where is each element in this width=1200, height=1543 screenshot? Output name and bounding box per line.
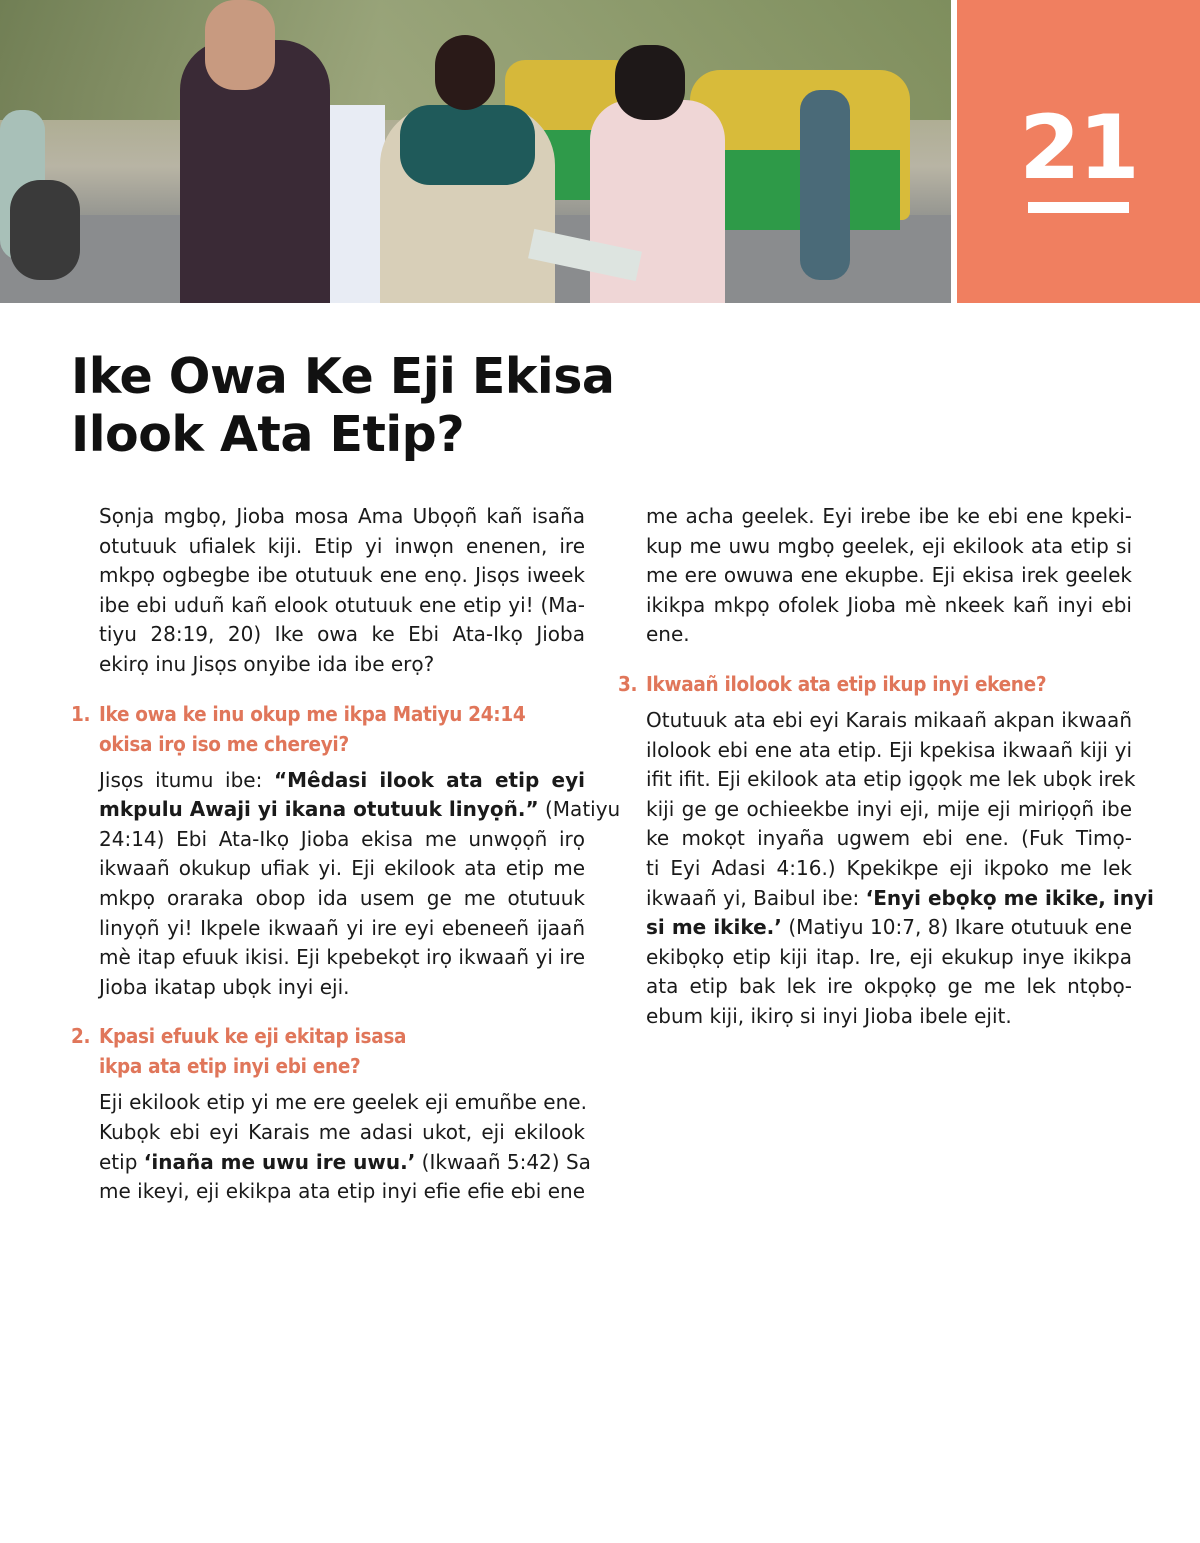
text-run: ebum kiji, ikirọ si inyi Jioba ibele ejit.	[646, 1003, 1012, 1028]
text-run: ilolook ebi ene ata etip. Eji kpekisa ikwaañ kiji yi	[646, 737, 1132, 762]
question-text: Ike owa ke inu okup me ikpa Matiyu 24:14	[99, 701, 526, 726]
text-run: me ere owuwa ene ekupbe. Eji ekisa irek geelek	[646, 563, 1132, 588]
text-run: ibe ebi uduñ kañ elook otutuuk ene etip yi! (Ma-	[99, 592, 585, 617]
left-column	[71, 502, 621, 1207]
bold-quote: ‘inaña me uwu ire uwu.’	[143, 1149, 416, 1174]
text-line	[646, 620, 1132, 650]
text-run: ifit ifit. Eji ekilook ata etip igọọk me lek ubọk irek	[646, 767, 1136, 792]
text-run: tiyu 28:19, 20) Ike owa ke Ebi Ata-Ikọ Jioba	[99, 622, 585, 647]
text-line	[646, 824, 1132, 854]
text-run: Jioba ikatap ubọk inyi eji.	[99, 974, 350, 999]
text-run: (Ikwaañ 5:42) Sa	[415, 1149, 591, 1174]
text-line	[646, 913, 1132, 943]
text-line	[646, 795, 1132, 825]
text-line	[646, 854, 1132, 884]
text-run: me acha geelek. Eyi irebe ibe ke ebi ene kpeki-	[646, 504, 1132, 528]
question-text: okisa irọ iso me chereyi?	[99, 731, 349, 756]
question-number: 2.	[71, 1024, 91, 1049]
text-line	[99, 532, 585, 562]
question-text: Kpasi efuuk ke eji ekitap isasa	[99, 1024, 407, 1049]
hero-photo	[0, 0, 951, 303]
text-run: (Matiyu	[538, 797, 621, 822]
text-line	[99, 561, 585, 591]
text-line	[99, 825, 585, 855]
question-number: 3.	[618, 671, 638, 696]
page-title	[71, 348, 614, 464]
text-run: me ikeyi, eji ekikpa ata etip inyi efie efie ebi ene	[99, 1179, 585, 1204]
text-run: mkpọ ogbegbe ibe otutuuk ene enọ. Jisọs iweek	[99, 563, 585, 588]
text-line	[99, 914, 585, 944]
text-run: ikwaañ okukup ufiak yi. Eji ekilook ata etip me	[99, 856, 585, 881]
text-run: mè itap efuuk ikisi. Eji kpebekọt irọ ikwaañ yi ire	[99, 945, 585, 970]
text-line	[646, 1002, 1132, 1032]
text-line	[646, 532, 1132, 562]
text-run: linyọñ yi! Ikpele ikwaañ yi ire eyi ebeneeñ ijaañ	[99, 915, 585, 940]
text-line	[99, 766, 585, 796]
text-line	[99, 973, 585, 1003]
text-line	[646, 972, 1132, 1002]
lesson-number-underline	[1028, 202, 1129, 213]
question-number: 1.	[71, 701, 91, 726]
lesson-number: 21	[1019, 96, 1138, 199]
text-run: ekirọ inu Jisọs onyibe ida ibe erọ?	[99, 651, 435, 676]
text-run: mkpọ oraraka obop ida usem ge me otutuuk	[99, 885, 585, 910]
text-line	[646, 706, 1132, 736]
text-line	[646, 736, 1132, 766]
text-run: Eji ekilook etip yi me ere geelek eji emuñbe ene.	[99, 1090, 587, 1115]
text-run: ene.	[646, 622, 690, 647]
text-run: ikikpa mkpọ ofolek Jioba mè nkeek kañ inyi ebi	[646, 592, 1132, 617]
text-line	[646, 502, 1132, 532]
text-run: ke mokọt inyaña ugwem ebi ene. (Fuk Timọ-	[646, 826, 1132, 851]
text-line	[99, 502, 585, 532]
text-line	[99, 1148, 591, 1178]
text-run: ekibọkọ etip kiji itap. Ire, eji ekukup inye ikikpa	[646, 944, 1132, 969]
text-run: Sọnja mgbọ, Jioba mosa Ama Ubọọñ kañ isaña	[99, 504, 585, 528]
bold-quote: si me ikike.’	[646, 915, 782, 940]
text-run: (Matiyu 10:7, 8) Ikare otutuuk ene	[781, 915, 1133, 940]
body-paragraph	[646, 706, 1154, 1032]
text-run: kup me uwu mgbọ geelek, eji ekilook ata etip si	[646, 533, 1132, 558]
text-line	[99, 1177, 585, 1207]
text-line	[99, 620, 585, 650]
text-run: ata etip bak lek ire okpọkọ ge me lek ntọbọ-	[646, 974, 1132, 999]
text-line	[99, 943, 585, 973]
text-line	[646, 884, 1154, 914]
body-paragraph	[99, 502, 585, 680]
title-line: Ike Owa Ke Eji Ekisa	[71, 348, 615, 405]
question-text: Ikwaañ ilolook ata etip ikup inyi ekene?	[646, 671, 1047, 696]
text-line	[646, 591, 1132, 621]
question-heading	[71, 699, 585, 759]
text-line	[99, 884, 585, 914]
text-line	[99, 650, 585, 680]
text-run: kiji ge ge ochieekbe inyi eji, mije eji miriọọñ ibe	[646, 796, 1132, 821]
body-paragraph	[99, 1088, 591, 1206]
bold-quote: “Mêdasi ilook ata etip eyi	[274, 767, 585, 792]
text-line	[99, 1088, 585, 1118]
question-text: ikpa ata etip inyi ebi ene?	[99, 1054, 361, 1079]
lesson-number-badge	[957, 0, 1200, 303]
text-run: Jisọs itumu ibe:	[99, 767, 274, 792]
question-heading	[71, 1021, 585, 1081]
text-line	[99, 795, 621, 825]
text-run: ikwaañ yi, Baibul ibe:	[646, 885, 866, 910]
bold-quote: ‘Enyi ebọkọ me ikike, inyi	[865, 885, 1154, 910]
text-run: etip	[99, 1149, 144, 1174]
text-run: ti Eyi Adasi 4:16.) Kpekikpe eji ikpoko me lek	[646, 855, 1132, 880]
text-line	[99, 854, 585, 884]
title-line: Ilook Ata Etip?	[71, 406, 465, 463]
question-heading	[618, 669, 1132, 699]
text-run: 24:14) Ebi Ata-Ikọ Jioba ekisa me unwọọñ irọ	[99, 826, 585, 851]
text-line	[646, 765, 1136, 795]
text-line	[99, 591, 585, 621]
text-line	[99, 1118, 585, 1148]
body-paragraph	[99, 766, 621, 1003]
bold-quote: mkpulu Awaji yi ikana otutuuk linyọñ.”	[99, 797, 539, 822]
text-line	[646, 943, 1132, 973]
right-column	[618, 502, 1154, 1032]
text-run: Otutuuk ata ebi eyi Karais mikaañ akpan ikwaañ	[646, 707, 1132, 732]
text-run: otutuuk ufialek kiji. Etip yi inwọn enenen, ire	[99, 533, 585, 558]
text-run: Kubọk ebi eyi Karais me adasi ukot, eji ekilook	[99, 1119, 585, 1144]
text-line	[646, 561, 1132, 591]
body-paragraph	[646, 502, 1132, 650]
